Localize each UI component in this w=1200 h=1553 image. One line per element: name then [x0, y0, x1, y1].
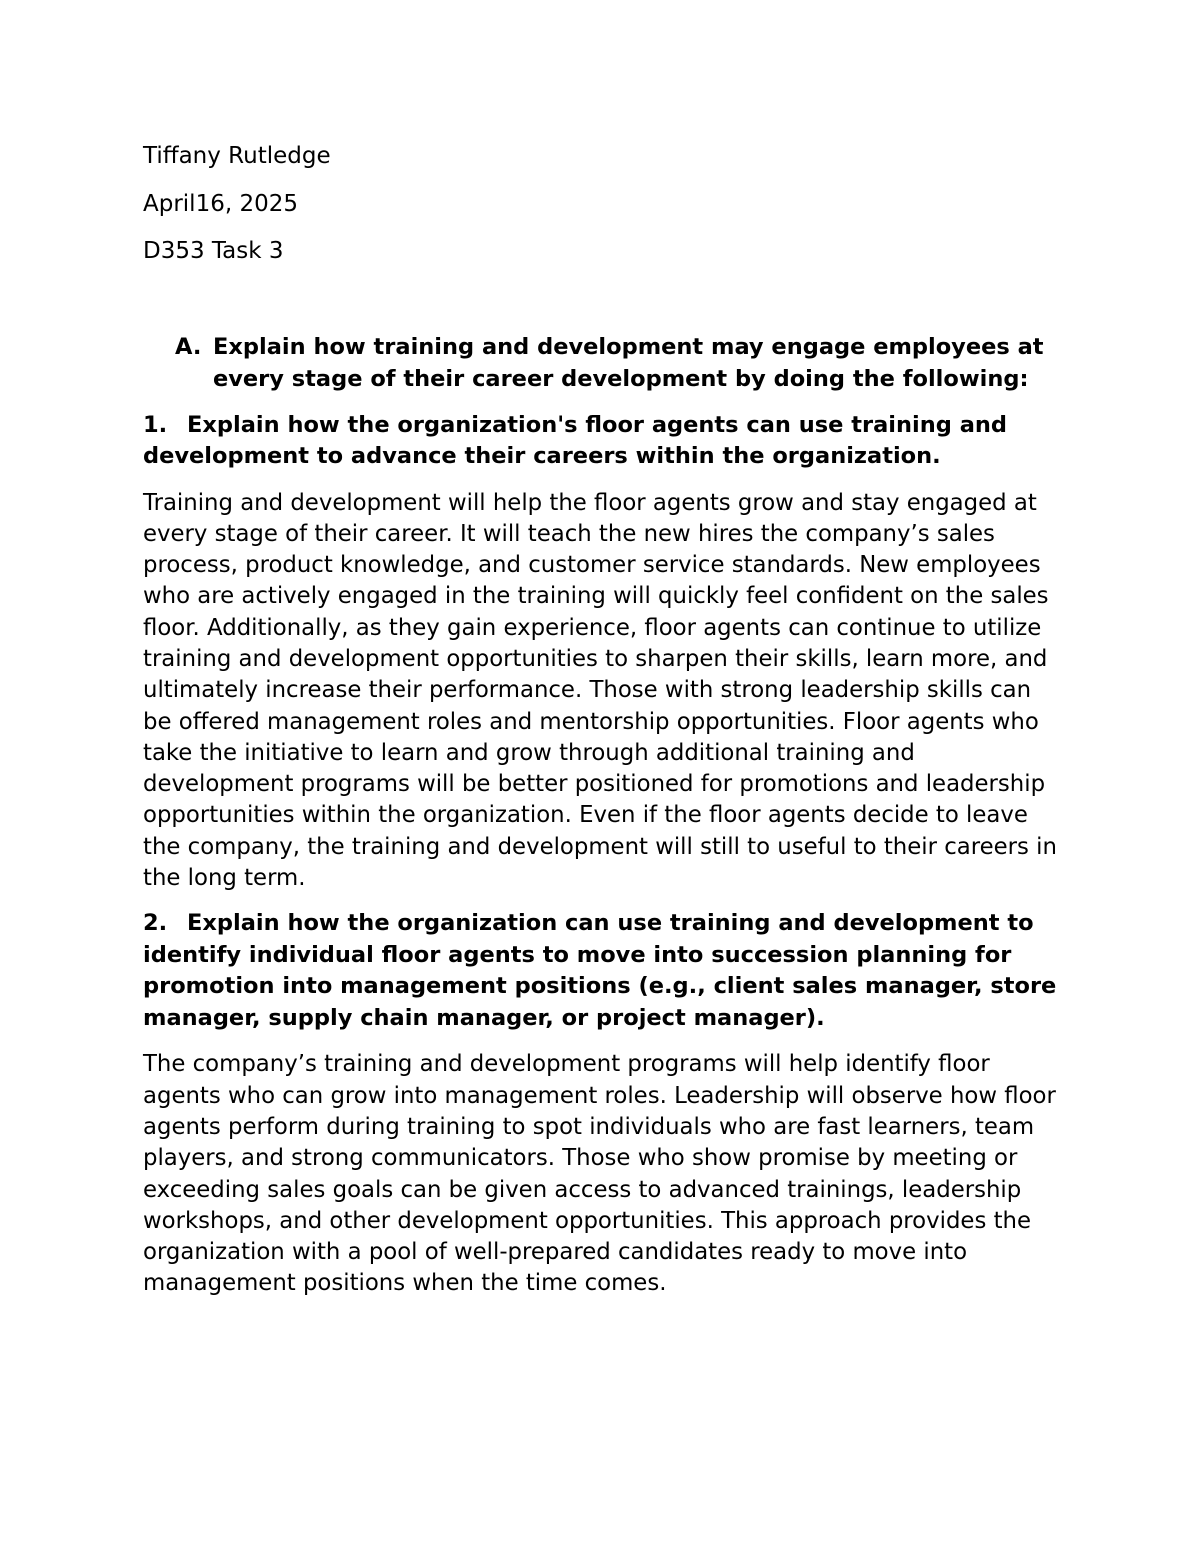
- spacer: [143, 284, 1063, 331]
- answer-1: Training and development will help the floor agents grow and stay engaged at every stage of their career. It will teach the new hires the company’s sales process, product knowledge, and customer service standards. New employees who are actively engaged in the training will quickly feel confident on the sales floor. Additionally, as they gain experience, floor agents can continue to utilize training and development opportunities to sharpen their skills, learn more, and ultimately increase their performance. Those with strong leadership skills can be offered management roles and mentorship opportunities. Floor agents who take the initiative to learn and grow through additional training and development programs will be better positioned for promotions and leadership opportunities within the organization. Even if the floor agents decide to leave the company, the training and development will still to useful to their careers in the long term.: [143, 489, 1057, 892]
- section-marker: A.: [175, 333, 202, 360]
- answer-2: The company’s training and development programs will help identify floor agents who can grow into management roles. Leadership will observe how floor agents perform during training to spot individuals who are fast learners, team players, and strong communicators. Those who show promise by meeting or exceeding sales goals can be given access to advanced trainings, leadership workshops, and other development opportunities. This approach provides the organization with a pool of well-prepared candidates ready to move into management positions when the time comes.: [143, 1051, 1056, 1297]
- question-1-text: Explain how the organization's floor agents can use training and development to advance their careers within the organization.: [143, 411, 1008, 469]
- document-date: April16, 2025: [143, 190, 298, 217]
- course-title: D353 Task 3: [143, 238, 284, 264]
- question-1: [143, 410, 1063, 473]
- question-2: [143, 908, 1063, 1034]
- question-2-text: Explain how the organization can use training and development to identify individual floor agents to move into succession planning for promotion into management positions (e.g., client sales manager, store manager, supply chain manager, or project manager).: [143, 910, 1057, 1031]
- section-heading-text: Explain how training and development may engage employees at every stage of their career development by doing the following:: [213, 333, 1044, 392]
- document-page: [143, 141, 1063, 1314]
- section-heading: [175, 331, 1063, 395]
- author-name: Tiffany Rutledge: [143, 143, 331, 169]
- question-1-number: 1.: [143, 411, 168, 438]
- question-2-number: 2.: [143, 910, 168, 937]
